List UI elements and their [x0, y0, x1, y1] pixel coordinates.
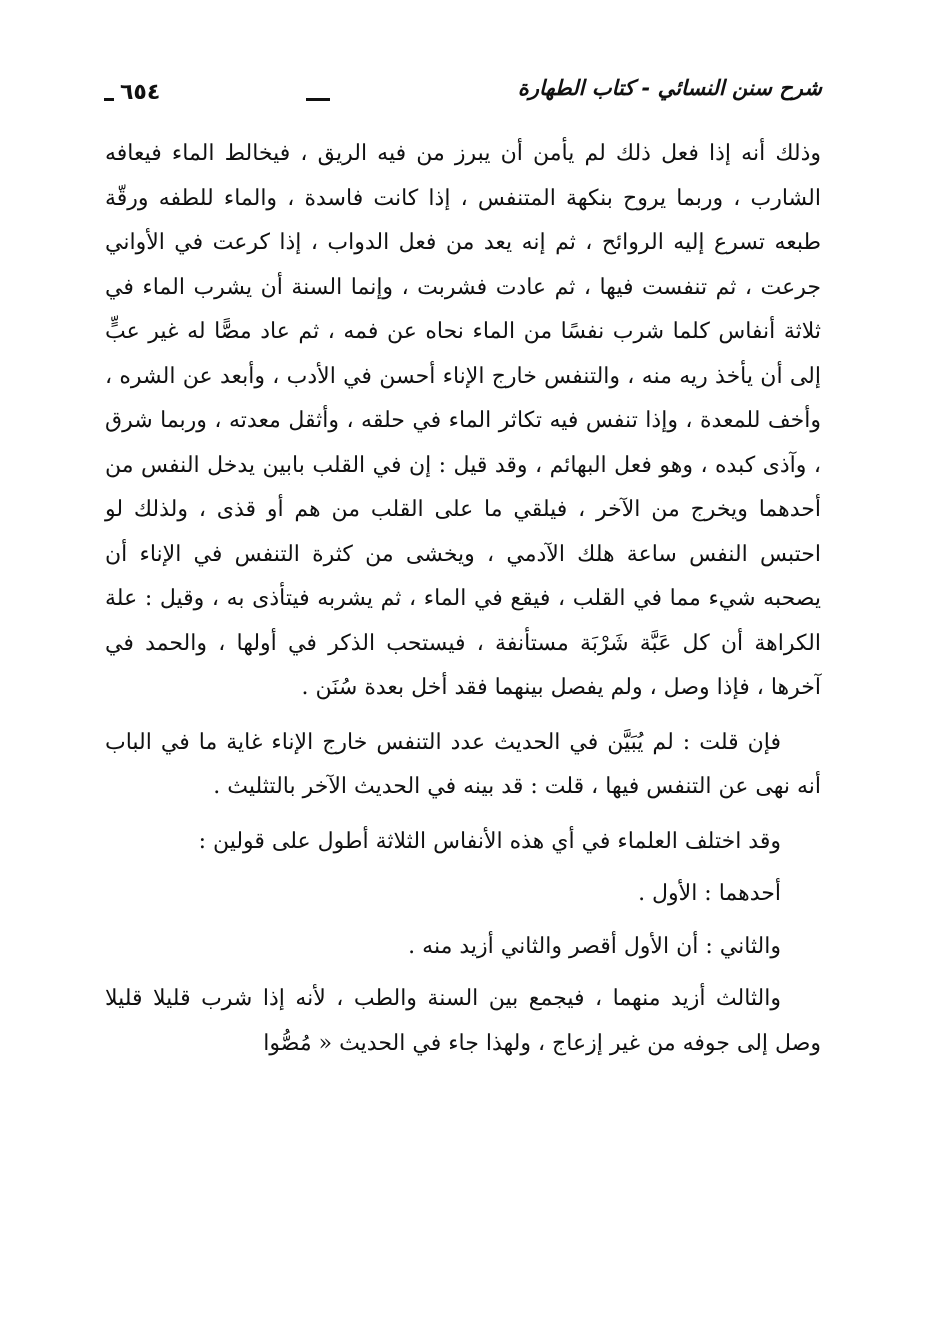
header-rule	[306, 98, 330, 101]
paragraph-3: وقد اختلف العلماء في أي هذه الأنفاس الثلاثة أطول على قولين :	[198, 828, 781, 854]
paragraph-5: والثاني : أن الأول أقصر والثاني أزيد منه .	[408, 933, 781, 959]
header-rule-left	[104, 98, 114, 101]
paragraph-4: أحدهما : الأول .	[638, 881, 781, 906]
paragraph-2: فإن قلت : لم يُبَيَّن في الحديث عدد التنفس خارج الإناء غاية ما في الباب أنه نهى عن التنفس فيها ، قلت : قد بينه في الحديث الآخر بالتثليث .	[105, 729, 821, 799]
running-header	[104, 72, 822, 112]
paragraph-6: والثالث أزيد منهما ، فيجمع بين السنة والطب ، لأنه إذا شرب قليلا قليلا وصل إلى جوفه من غير إزعاج ، ولهذا جاء في الحديث « مُصُّوا	[105, 986, 821, 1056]
page-number: ٦٥٤	[120, 80, 161, 105]
body-text	[105, 132, 821, 1076]
paragraph-1: وذلك أنه إذا فعل ذلك لم يأمن أن يبرز من فيه الريق ، فيخالط الماء فيعافه الشارب ، وربما يروح بنكهة المتنفس ، إذا كانت فاسدة ، والماء للطفه ورقّة طبعه تسرع إليه الروائح ، ثم إنه يعد من فعل الدواب ، إذا كرعت في الأواني جرعت ، ثم تنفست فيها ، ثم عادت فشربت ، وإنما السنة أن يشرب الماء في ثلاثة أنفاس كلما شرب نفسًا من الماء نحاه عن فمه ، ثم عاد مصًّا له غير عبٍّ إلى أن يأخذ ريه منه ، والتنفس خارج الإناء أحسن في الأدب ، وأبعد عن الشره ، وأخف للمعدة ، وإذا تنفس فيه تكاثر الماء في حلقه ، وأثقل معدته ، وربما شرق ، وآذى كبده ، وهو فعل البهائم ، وقد قيل : إن في القلب بابين يدخل النفس من أحدهما ويخرج من الآخر ، فيلقي ما على القلب من هم أو قذى ، ولذلك لو احتبس النفس ساعة هلك الآدمي ، ويخشى من كثرة التنفس في الإناء أن يصحبه شيء مما في القلب ، فيقع في الماء ، ثم يشربه فيتأذى به ، وقيل : علة الكراهة أن كل عَبَّة شَرْبَة مستأنفة ، فيستحب الذكر في أولها ، والحمد في آخرها ، فإذا وصل ، ولم يفصل بينهما فقد أخل بعدة سُنَن .	[105, 141, 821, 700]
header-title: شرح سنن النسائي - كتاب الطهارة	[517, 76, 822, 100]
